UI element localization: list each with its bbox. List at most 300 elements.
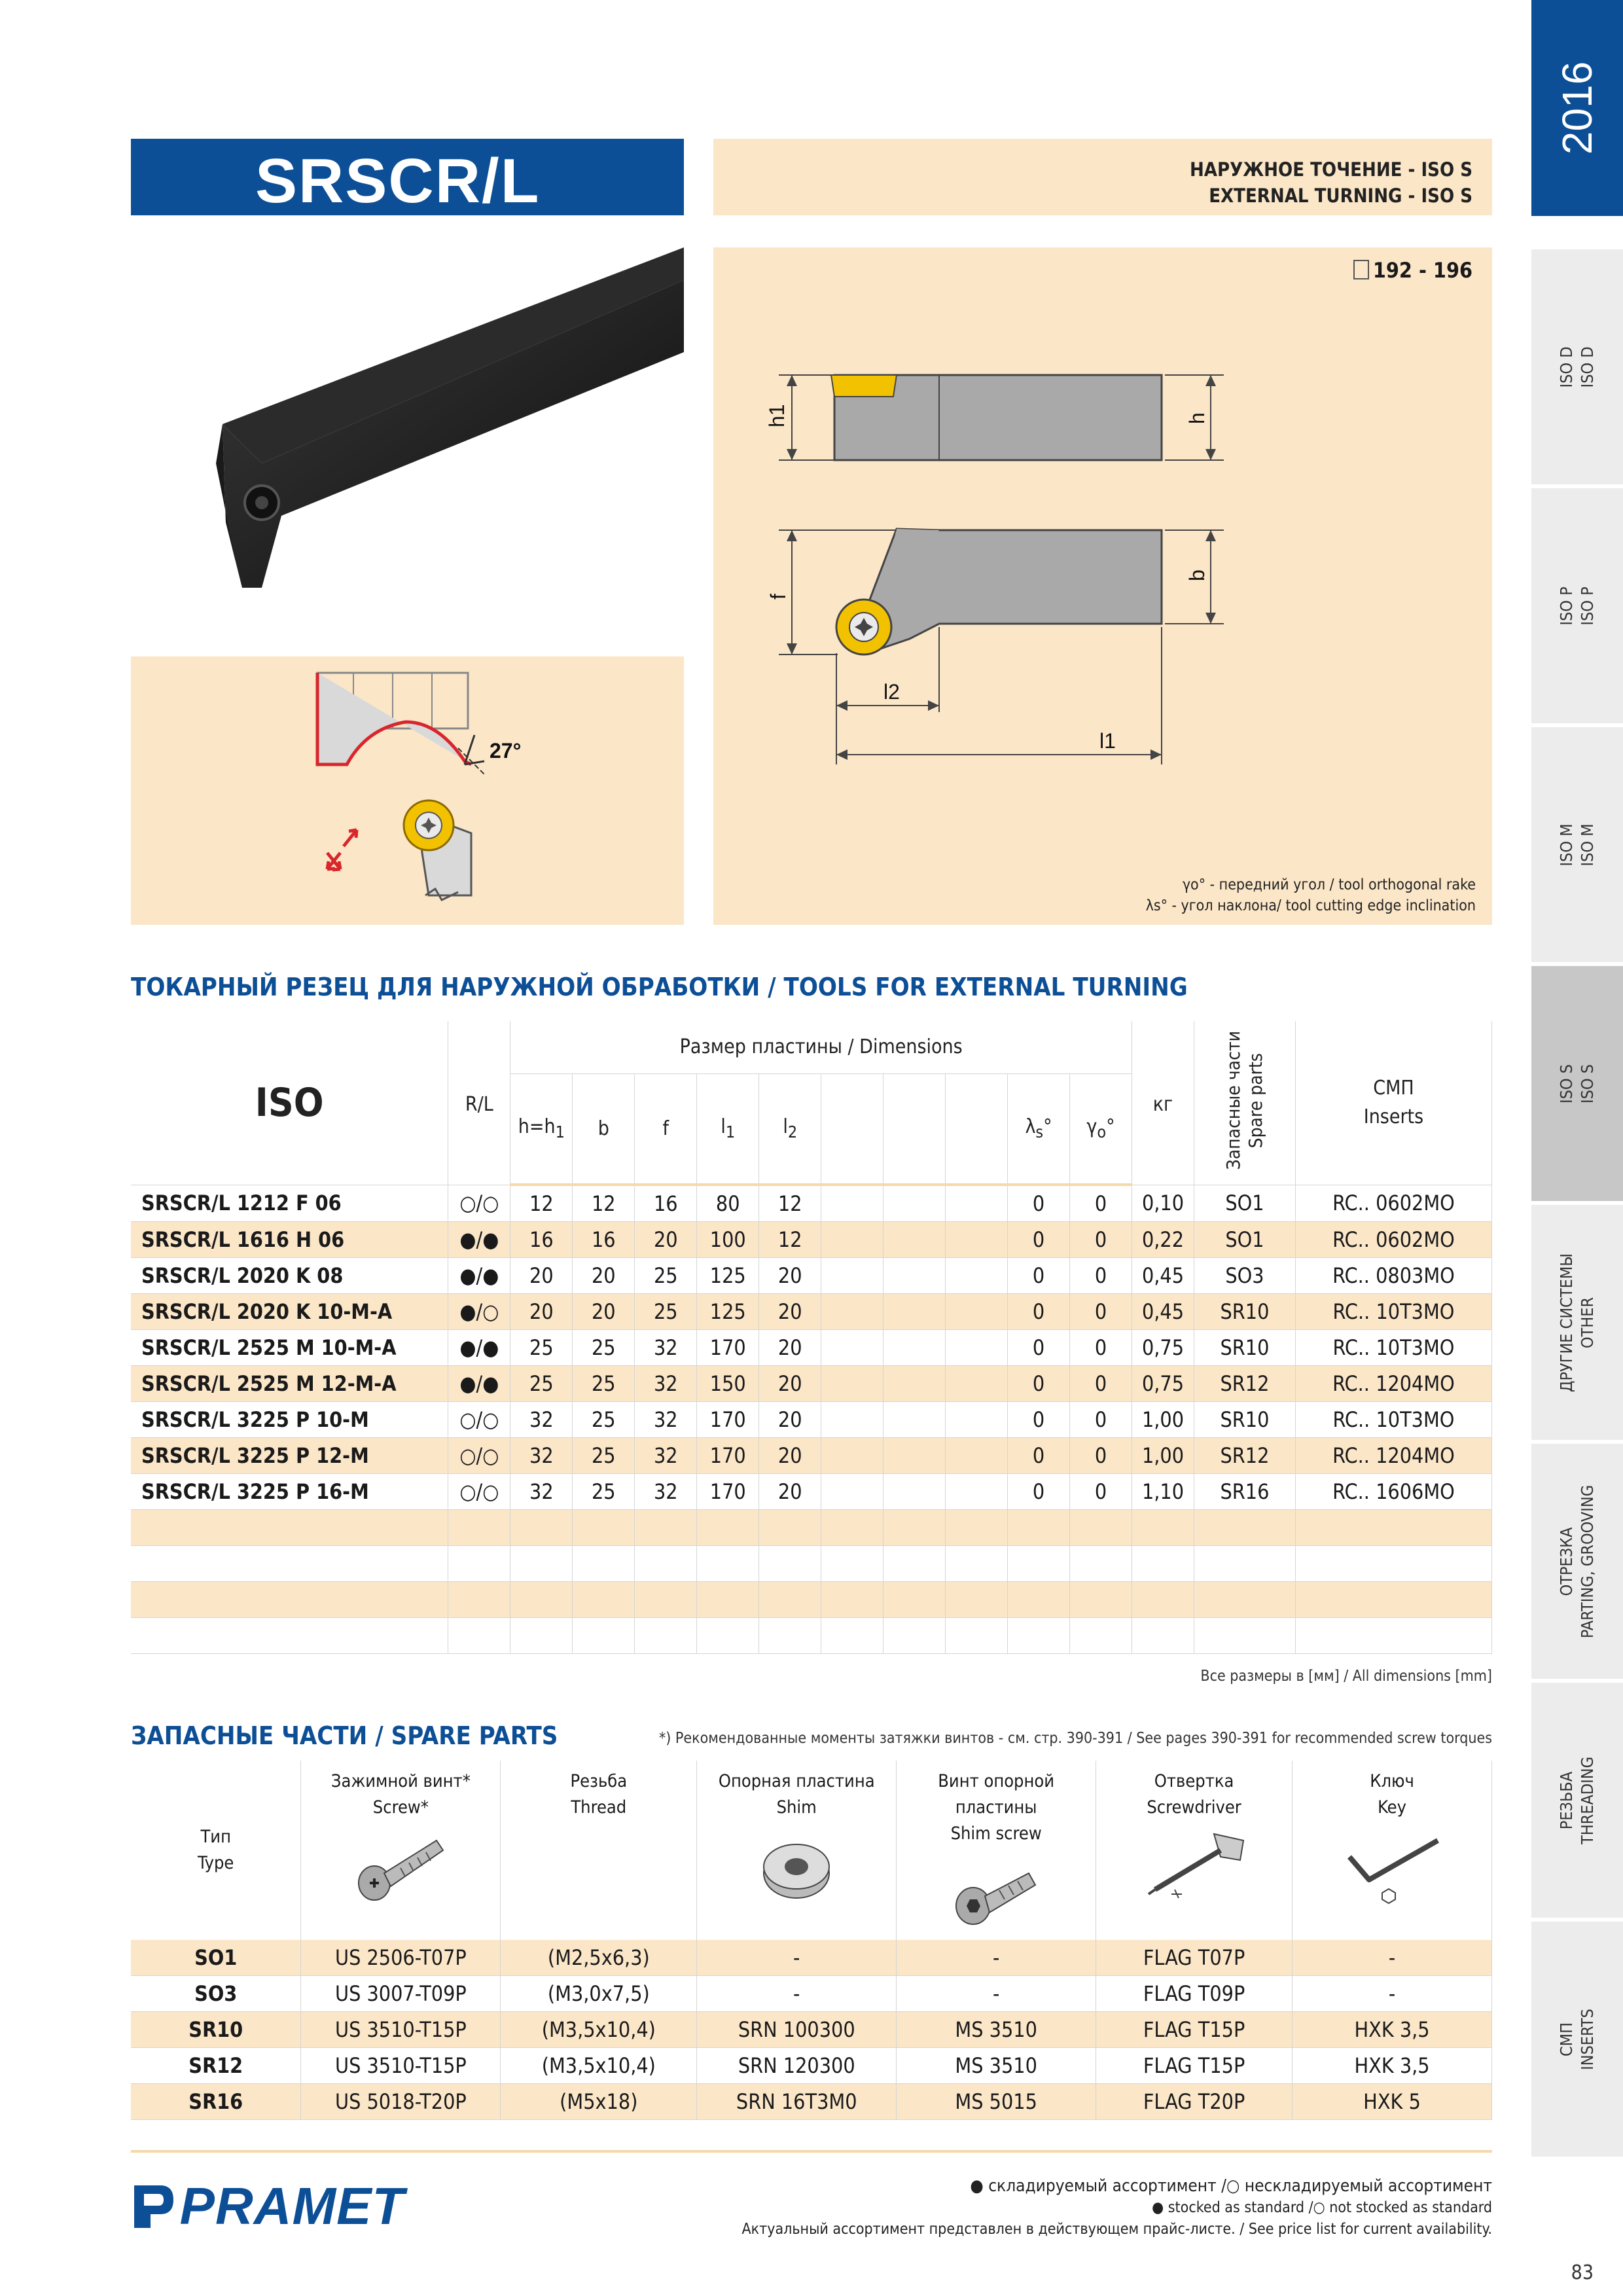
cell-l1: 125 — [697, 1258, 759, 1294]
col-type-ru: Тип — [200, 1827, 231, 1847]
stock-indicator: ○/○ — [448, 1402, 510, 1438]
tool-code — [131, 1510, 448, 1546]
spare-parts-table — [131, 1761, 1492, 2120]
cell-empty — [946, 1222, 1008, 1258]
dim-l2: l2 — [883, 680, 900, 704]
tab-inserts-ru: СМП — [1557, 2022, 1576, 2056]
cell-l1: 170 — [697, 1474, 759, 1510]
cell-weight: 0,10 — [1132, 1185, 1194, 1222]
tab-other-en: OTHER — [1578, 1297, 1597, 1348]
table-row[interactable] — [131, 1366, 1492, 1402]
col-shim-screw-en: Shim screw — [950, 1823, 1042, 1844]
cell-weight: 1,00 — [1132, 1438, 1194, 1474]
spare-shim[interactable]: SRN 100300 — [697, 2012, 897, 2048]
product-title-bar — [131, 139, 684, 215]
cell-gamma — [1070, 1618, 1132, 1654]
cell-l2 — [759, 1510, 821, 1546]
tab-inserts[interactable] — [1531, 1918, 1623, 2157]
tab-other-ru: ДРУГИЕ СИСТЕМЫ — [1557, 1253, 1576, 1392]
cell-b — [573, 1546, 635, 1582]
cell-lambda — [1008, 1582, 1070, 1618]
spare-thread: (M5x18) — [501, 2084, 697, 2120]
cell-insert[interactable]: RC.. 10T3MO — [1295, 1330, 1491, 1366]
cell-insert[interactable]: RC.. 10T3MO — [1295, 1294, 1491, 1330]
col-lambda: $\lambda_s^\circ$ — [1008, 1073, 1070, 1185]
stock-indicator: ●/○ — [448, 1294, 510, 1330]
table-row[interactable] — [131, 1330, 1492, 1366]
table-row[interactable] — [131, 2084, 1492, 2120]
cell-empty — [821, 1402, 883, 1438]
cell-lambda: 0 — [1008, 1294, 1070, 1330]
machining-profile-diagram — [131, 656, 684, 925]
cell-weight: 1,10 — [1132, 1474, 1194, 1510]
col-key-ru: Ключ — [1370, 1771, 1414, 1791]
spare-screwdriver[interactable]: FLAG T07P — [1096, 1940, 1293, 1976]
angle-legend — [1146, 874, 1476, 916]
cell-empty — [946, 1294, 1008, 1330]
cell-l1: 80 — [697, 1185, 759, 1222]
tab-iso-s-en: ISO S — [1578, 1064, 1597, 1103]
cell-lambda: 0 — [1008, 1330, 1070, 1366]
cell-gamma: 0 — [1070, 1474, 1132, 1510]
col-empty-1 — [821, 1073, 883, 1185]
col-thread-ru: Резьба — [570, 1771, 628, 1791]
col-lambda-deg: ° — [1043, 1115, 1052, 1139]
cell-l1 — [697, 1510, 759, 1546]
cell-empty — [946, 1258, 1008, 1294]
col-screw-en: Screw* — [372, 1797, 429, 1818]
cell-weight: 1,00 — [1132, 1402, 1194, 1438]
col-gamma-deg: ° — [1106, 1115, 1115, 1139]
tools-table — [131, 1021, 1492, 1654]
stock-indicator: ●/● — [448, 1330, 510, 1366]
spare-screwdriver[interactable]: FLAG T20P — [1096, 2084, 1293, 2120]
cell-empty — [821, 1330, 883, 1366]
table-row[interactable] — [131, 1294, 1492, 1330]
tool-code: SRSCR/L 3225 P 10-M — [131, 1402, 448, 1438]
tab-iso-d-ru: ISO D — [1557, 346, 1576, 388]
cell-l2: 20 — [759, 1438, 821, 1474]
spare-thread: (M2,5x6,3) — [501, 1940, 697, 1976]
cell-h: 20 — [510, 1294, 573, 1330]
col-iso: ISO — [131, 1021, 448, 1185]
col-kg: кг — [1132, 1021, 1194, 1185]
tool-code — [131, 1546, 448, 1582]
dim-h: h — [1185, 412, 1209, 424]
cell-empty — [821, 1185, 883, 1222]
col-lambda-sub: s — [1035, 1122, 1044, 1142]
cell-b: 20 — [573, 1294, 635, 1330]
cell-b: 20 — [573, 1258, 635, 1294]
cell-l1: 125 — [697, 1294, 759, 1330]
cell-empty — [821, 1582, 883, 1618]
cell-weight — [1132, 1546, 1194, 1582]
tool-code: SRSCR/L 2020 K 10-M-A — [131, 1294, 448, 1330]
spare-shim[interactable]: SRN 16T3M0 — [697, 2084, 897, 2120]
cell-lambda: 0 — [1008, 1258, 1070, 1294]
spare-shim-screw[interactable]: MS 5015 — [897, 2084, 1096, 2120]
cell-empty — [821, 1438, 883, 1474]
cell-gamma: 0 — [1070, 1330, 1132, 1366]
spare-screw[interactable]: US 2506-T07P — [301, 1940, 501, 1976]
cell-f: 32 — [635, 1330, 697, 1366]
spare-shim-screw[interactable]: MS 3510 — [897, 2012, 1096, 2048]
tab-iso-m-en: ISO M — [1578, 823, 1597, 867]
cell-l2: 20 — [759, 1474, 821, 1510]
cell-insert[interactable] — [1295, 1546, 1491, 1582]
table-row-empty — [131, 1618, 1492, 1654]
legend-rake: γo° - передний угол / tool orthogonal rake — [1182, 876, 1476, 893]
cell-empty — [821, 1258, 883, 1294]
table-row[interactable] — [131, 1258, 1492, 1294]
screw-icon — [351, 1821, 450, 1906]
price-list-note: Актуальный ассортимент представлен в действующем прайс-листе. / See price list for current availability. — [741, 2221, 1492, 2238]
table-row[interactable] — [131, 2048, 1492, 2084]
cell-spare[interactable]: SR10 — [1194, 1402, 1295, 1438]
dimensions-note: Все размеры в [мм] / All dimensions [mm] — [1200, 1668, 1492, 1685]
spare-screwdriver[interactable]: FLAG T09P — [1096, 1976, 1293, 2012]
cell-insert[interactable]: RC.. 1204MO — [1295, 1438, 1491, 1474]
spare-shim[interactable]: SRN 120300 — [697, 2048, 897, 2084]
cell-l1: 100 — [697, 1222, 759, 1258]
col-empty-2 — [883, 1073, 946, 1185]
spare-screwdriver[interactable]: FLAG T15P — [1096, 2012, 1293, 2048]
cell-empty — [946, 1402, 1008, 1438]
cell-l1: 170 — [697, 1438, 759, 1474]
table-row[interactable] — [131, 1402, 1492, 1438]
tab-threading-en: THREADING — [1578, 1756, 1597, 1844]
cell-gamma — [1070, 1510, 1132, 1546]
stock-indicator: ●/● — [448, 1222, 510, 1258]
dim-f: f — [766, 594, 790, 600]
cell-insert[interactable]: RC.. 0803MO — [1295, 1258, 1491, 1294]
table-row[interactable] — [131, 1222, 1492, 1258]
spare-screw[interactable]: US 5018-T20P — [301, 2084, 501, 2120]
col-f: f — [635, 1073, 697, 1185]
cell-h — [510, 1582, 573, 1618]
col-empty-3 — [946, 1073, 1008, 1185]
col-screwdriver-en: Screwdriver — [1147, 1797, 1241, 1818]
col-inserts-ru: СМП — [1373, 1076, 1414, 1100]
cell-empty — [946, 1510, 1008, 1546]
tab-iso-s[interactable] — [1531, 962, 1623, 1201]
cell-l2: 20 — [759, 1366, 821, 1402]
year-tab[interactable] — [1531, 0, 1623, 216]
tool-code: SRSCR/L 2020 K 08 — [131, 1258, 448, 1294]
cell-gamma: 0 — [1070, 1222, 1132, 1258]
year-label: 2016 — [1554, 61, 1601, 155]
cell-empty — [946, 1438, 1008, 1474]
cell-empty — [883, 1618, 946, 1654]
cell-f: 32 — [635, 1438, 697, 1474]
cell-gamma: 0 — [1070, 1185, 1132, 1222]
dim-b: b — [1185, 569, 1209, 581]
tab-iso-p[interactable] — [1531, 484, 1623, 723]
spare-screwdriver[interactable]: FLAG T15P — [1096, 2048, 1293, 2084]
tab-threading[interactable] — [1531, 1679, 1623, 1918]
cell-empty — [883, 1510, 946, 1546]
cell-f — [635, 1510, 697, 1546]
cell-b — [573, 1510, 635, 1546]
page-reference[interactable] — [1353, 258, 1472, 283]
machining-profile-panel — [131, 656, 684, 925]
table-row[interactable] — [131, 2012, 1492, 2048]
cell-gamma — [1070, 1546, 1132, 1582]
cell-f: 32 — [635, 1366, 697, 1402]
tab-parting[interactable] — [1531, 1440, 1623, 1679]
cell-spare[interactable] — [1194, 1546, 1295, 1582]
col-type — [131, 1761, 301, 1940]
cell-l2: 12 — [759, 1185, 821, 1222]
cell-b — [573, 1618, 635, 1654]
angle-label: 27° — [490, 739, 522, 762]
stock-legend-ru: ● складируемый ассортимент /○ нескладируемый ассортимент — [970, 2176, 1492, 2196]
cell-empty — [883, 1258, 946, 1294]
cell-weight: 0,75 — [1132, 1330, 1194, 1366]
cell-insert[interactable] — [1295, 1510, 1491, 1546]
shim-icon — [747, 1821, 846, 1906]
stock-indicator: ●/● — [448, 1258, 510, 1294]
cell-lambda: 0 — [1008, 1438, 1070, 1474]
cell-f: 25 — [635, 1294, 697, 1330]
cell-lambda: 0 — [1008, 1402, 1070, 1438]
cell-lambda: 0 — [1008, 1185, 1070, 1222]
cell-weight: 0,45 — [1132, 1294, 1194, 1330]
table-row[interactable] — [131, 1976, 1492, 2012]
category-bar — [713, 139, 1492, 215]
brand-name: PRAMET — [179, 2177, 405, 2235]
spare-shim[interactable]: - — [697, 1940, 897, 1976]
cell-spare[interactable]: SO1 — [1194, 1185, 1295, 1222]
cell-lambda — [1008, 1510, 1070, 1546]
spare-screw[interactable]: US 3007-T09P — [301, 1976, 501, 2012]
cell-weight: 0,75 — [1132, 1366, 1194, 1402]
stock-indicator — [448, 1546, 510, 1582]
cell-l2 — [759, 1618, 821, 1654]
cell-empty — [883, 1330, 946, 1366]
cell-lambda: 0 — [1008, 1222, 1070, 1258]
cell-h: 16 — [510, 1222, 573, 1258]
cell-l2: 20 — [759, 1330, 821, 1366]
tool-code: SRSCR/L 1212 F 06 — [131, 1185, 448, 1222]
table-row[interactable] — [131, 1185, 1492, 1222]
screwdriver-icon — [1135, 1821, 1253, 1906]
spare-thread: (M3,5x10,4) — [501, 2012, 697, 2048]
table-row[interactable] — [131, 1438, 1492, 1474]
table-row[interactable] — [131, 1940, 1492, 1976]
col-gamma-sub: o — [1097, 1122, 1107, 1142]
cell-b: 25 — [573, 1402, 635, 1438]
torque-note: *) Рекомендованные моменты затяжки винтов - см. стр. 390-391 / See pages 390-391 for recommended screw torques — [658, 1730, 1492, 1747]
cell-empty — [946, 1546, 1008, 1582]
cell-weight: 0,22 — [1132, 1222, 1194, 1258]
cell-gamma: 0 — [1070, 1258, 1132, 1294]
cell-spare[interactable]: SR12 — [1194, 1366, 1295, 1402]
tool-code: SRSCR/L 3225 P 16-M — [131, 1474, 448, 1510]
cell-l1 — [697, 1546, 759, 1582]
cell-h: 32 — [510, 1438, 573, 1474]
pramet-logo-icon — [131, 2182, 177, 2231]
product-title: SRSCR/L — [255, 146, 541, 216]
col-l2-sub: 2 — [787, 1122, 798, 1142]
col-screw — [301, 1761, 501, 1940]
cell-spare[interactable] — [1194, 1618, 1295, 1654]
cell-empty — [883, 1546, 946, 1582]
cell-insert[interactable]: RC.. 10T3MO — [1295, 1402, 1491, 1438]
cell-l2: 20 — [759, 1402, 821, 1438]
cell-h: 25 — [510, 1330, 573, 1366]
cell-spare[interactable]: SR16 — [1194, 1474, 1295, 1510]
cell-gamma: 0 — [1070, 1438, 1132, 1474]
cell-empty — [946, 1366, 1008, 1402]
cell-f — [635, 1582, 697, 1618]
table-row-empty — [131, 1510, 1492, 1546]
cell-empty — [946, 1185, 1008, 1222]
cell-empty — [883, 1366, 946, 1402]
tab-parting-en: PARTING, GROOVING — [1578, 1484, 1597, 1638]
spare-type: SR16 — [131, 2084, 301, 2120]
cell-insert[interactable]: RC.. 1606MO — [1295, 1474, 1491, 1510]
cell-l1: 150 — [697, 1366, 759, 1402]
cell-l1 — [697, 1582, 759, 1618]
category-ru: НАРУЖНОЕ ТОЧЕНИЕ - ISO S — [1189, 158, 1472, 181]
cell-spare[interactable]: SR10 — [1194, 1330, 1295, 1366]
col-l1: $l_1$ — [697, 1073, 759, 1185]
cell-f: 32 — [635, 1474, 697, 1510]
cell-h: 20 — [510, 1258, 573, 1294]
tab-iso-p-en: ISO P — [1578, 586, 1597, 626]
spare-shim-screw[interactable]: - — [897, 1976, 1096, 2012]
cell-empty — [821, 1474, 883, 1510]
col-l1-sub: 1 — [725, 1122, 736, 1142]
hex-key-icon — [1333, 1821, 1451, 1906]
col-spare-en: Spare parts — [1244, 1052, 1266, 1148]
cell-empty — [883, 1438, 946, 1474]
dim-l1: l1 — [1099, 729, 1116, 753]
tab-iso-m[interactable] — [1531, 723, 1623, 962]
spare-thread: (M3,0x7,5) — [501, 1976, 697, 2012]
col-rl: R/L — [448, 1021, 510, 1185]
spare-type: SO3 — [131, 1976, 301, 2012]
tab-threading-ru: РЕЗЬБА — [1557, 1771, 1576, 1829]
spare-thread: (M3,5x10,4) — [501, 2048, 697, 2084]
cell-lambda: 0 — [1008, 1366, 1070, 1402]
cell-gamma: 0 — [1070, 1294, 1132, 1330]
spare-key[interactable]: - — [1293, 1940, 1492, 1976]
spare-key[interactable]: - — [1293, 1976, 1492, 2012]
cell-b: 25 — [573, 1366, 635, 1402]
tab-parting-ru: ОТРЕЗКА — [1557, 1527, 1576, 1596]
cell-insert[interactable] — [1295, 1618, 1491, 1654]
brand-logo[interactable] — [131, 2176, 404, 2236]
col-key-en: Key — [1378, 1797, 1406, 1818]
cell-weight — [1132, 1582, 1194, 1618]
tab-iso-s-ru: ISO S — [1557, 1064, 1576, 1103]
spare-key[interactable]: HXK 3,5 — [1293, 2048, 1492, 2084]
cell-b: 16 — [573, 1222, 635, 1258]
col-shim-ru: Опорная пластина — [718, 1771, 875, 1791]
cell-b — [573, 1582, 635, 1618]
cell-spare[interactable]: SO1 — [1194, 1222, 1295, 1258]
tools-heading: ТОКАРНЫЙ РЕЗЕЦ ДЛЯ НАРУЖНОЙ ОБРАБОТКИ / TOOLS FOR EXTERNAL TURNING — [131, 973, 1188, 1001]
cell-h — [510, 1618, 573, 1654]
technical-drawing-panel — [713, 247, 1492, 925]
cell-gamma: 0 — [1070, 1366, 1132, 1402]
spare-key[interactable]: HXK 3,5 — [1293, 2012, 1492, 2048]
cell-empty — [883, 1582, 946, 1618]
col-dimensions: Размер пластины / Dimensions — [510, 1021, 1132, 1073]
cell-empty — [883, 1294, 946, 1330]
tool-code: SRSCR/L 1616 H 06 — [131, 1222, 448, 1258]
spare-screw[interactable]: US 3510-T15P — [301, 2012, 501, 2048]
spare-shim[interactable]: - — [697, 1976, 897, 2012]
cell-weight — [1132, 1510, 1194, 1546]
category-en: EXTERNAL TURNING - ISO S — [1209, 185, 1472, 207]
col-shim-screw-ru: Винт опорной пластины — [938, 1771, 1055, 1818]
cell-f: 25 — [635, 1258, 697, 1294]
cell-insert[interactable]: RC.. 0602MO — [1295, 1185, 1491, 1222]
tab-other[interactable] — [1531, 1201, 1623, 1440]
cell-empty — [821, 1510, 883, 1546]
cell-gamma: 0 — [1070, 1402, 1132, 1438]
col-h-sub: 1 — [555, 1122, 565, 1142]
col-h: $h=h_1$ — [510, 1073, 573, 1185]
page-number: 83 — [1571, 2261, 1594, 2284]
stock-indicator: ●/● — [448, 1366, 510, 1402]
tab-iso-d-en: ISO D — [1578, 346, 1597, 388]
cell-empty — [946, 1330, 1008, 1366]
cell-spare[interactable]: SO3 — [1194, 1258, 1295, 1294]
col-screwdriver-ru: Отвертка — [1154, 1771, 1234, 1791]
cell-spare[interactable] — [1194, 1510, 1295, 1546]
cell-empty — [821, 1294, 883, 1330]
col-inserts-en: Inserts — [1363, 1105, 1424, 1128]
cell-l1 — [697, 1618, 759, 1654]
spare-shim-screw[interactable]: - — [897, 1940, 1096, 1976]
cell-insert[interactable]: RC.. 0602MO — [1295, 1222, 1491, 1258]
tool-code: SRSCR/L 3225 P 12-M — [131, 1438, 448, 1474]
col-inserts — [1295, 1021, 1491, 1185]
cell-empty — [821, 1366, 883, 1402]
document-icon — [1353, 260, 1369, 279]
spare-shim-screw[interactable]: MS 3510 — [897, 2048, 1096, 2084]
table-row[interactable] — [131, 1474, 1492, 1510]
stock-legend-en: ● stocked as standard /○ not stocked as standard — [1152, 2199, 1492, 2216]
cell-spare[interactable]: SR12 — [1194, 1438, 1295, 1474]
cell-spare[interactable]: SR10 — [1194, 1294, 1295, 1330]
col-thread-en: Thread — [571, 1797, 627, 1818]
tool-code — [131, 1582, 448, 1618]
page-reference-text: 192 - 196 — [1372, 258, 1472, 283]
spare-key[interactable]: HXK 5 — [1293, 2084, 1492, 2120]
col-b: b — [573, 1073, 635, 1185]
col-gamma: $\gamma_o^\circ$ — [1070, 1073, 1132, 1185]
stock-indicator: ○/○ — [448, 1185, 510, 1222]
col-shim-screw — [897, 1761, 1096, 1940]
spare-type: SR12 — [131, 2048, 301, 2084]
cell-spare[interactable] — [1194, 1582, 1295, 1618]
cell-insert[interactable] — [1295, 1582, 1491, 1618]
cell-empty — [946, 1474, 1008, 1510]
tool-code — [131, 1618, 448, 1654]
cell-l2 — [759, 1582, 821, 1618]
col-spare-ru: Запасные части — [1222, 1030, 1244, 1170]
tab-iso-d[interactable] — [1531, 245, 1623, 484]
table-row-empty — [131, 1546, 1492, 1582]
cell-insert[interactable]: RC.. 1204MO — [1295, 1366, 1491, 1402]
shim-screw-icon — [947, 1847, 1045, 1932]
spare-screw[interactable]: US 3510-T15P — [301, 2048, 501, 2084]
